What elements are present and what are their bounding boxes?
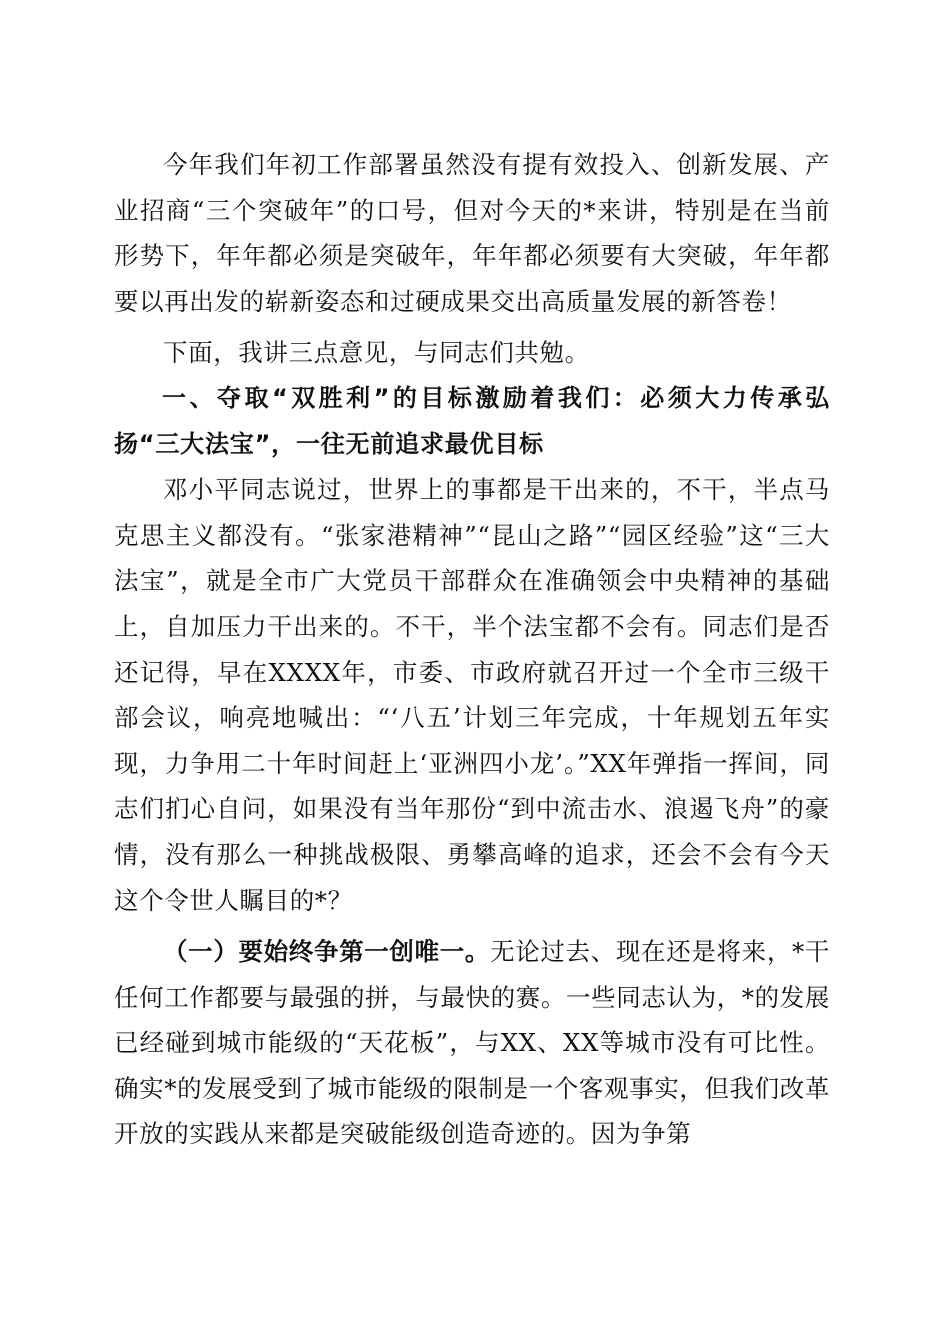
subsection-1-body: 无论过去、现在还是将来，*干任何工作都要与最强的拼，与最快的赛。一些同志认为，*的发展已经碰到城市能级的“天花板”，与XX、XX等城市没有可比性。确实*的发展受到了城市能级的限制是一个客观事实，但我们改革开放的实践从来都是突破能级创造奇迹的。因为争第 xyxy=(114,937,830,1149)
section-heading-1: 一、夺取“双胜利”的目标激励着我们：必须大力传承弘扬“三大法宝”，一往无前追求最优目标 xyxy=(114,383,830,458)
paragraph-section-1-body: 邓小平同志说过，世界上的事都是干出来的，不干，半点马克思主义都没有。“张家港精神”“昆山之路”“园区经验”这“三大法宝”，就是全市广大党员干部群众在准确领会中央精神的基础上，自加压力干出来的。不干，半个法宝都不会有。同志们是否还记得，早在XXXX年，市委、市政府就召开过一个全市三级干部会议，响亮地喊出：“‘八五’计划三年完成，十年规划五年实现，力争用二十年时间赶上‘亚洲四小龙’。”XX年弹指一挥间，同志们扪心自问，如果没有当年那份“到中流击水、浪遏飞舟”的豪情，没有那么一种挑战极限、勇攀高峰的追求，还会不会有今天这个令世人瞩目的*？ xyxy=(114,475,830,915)
paragraph-intro: 今年我们年初工作部署虽然没有提有效投入、创新发展、产业招商“三个突破年”的口号，但对今天的*来讲，特别是在当前形势下，年年都必须是突破年，年年都必须要有大突破，年年都要以再出发的崭新姿态和过硬成果交出高质量发展的新答卷！ xyxy=(114,150,830,316)
paragraph-subsection-1 xyxy=(114,929,830,1157)
subsection-1-heading: （一）要始终争第一创唯一。 xyxy=(163,937,491,967)
paragraph-transition: 下面，我讲三点意见，与同志们共勉。 xyxy=(163,338,590,368)
document-body xyxy=(114,142,830,1157)
